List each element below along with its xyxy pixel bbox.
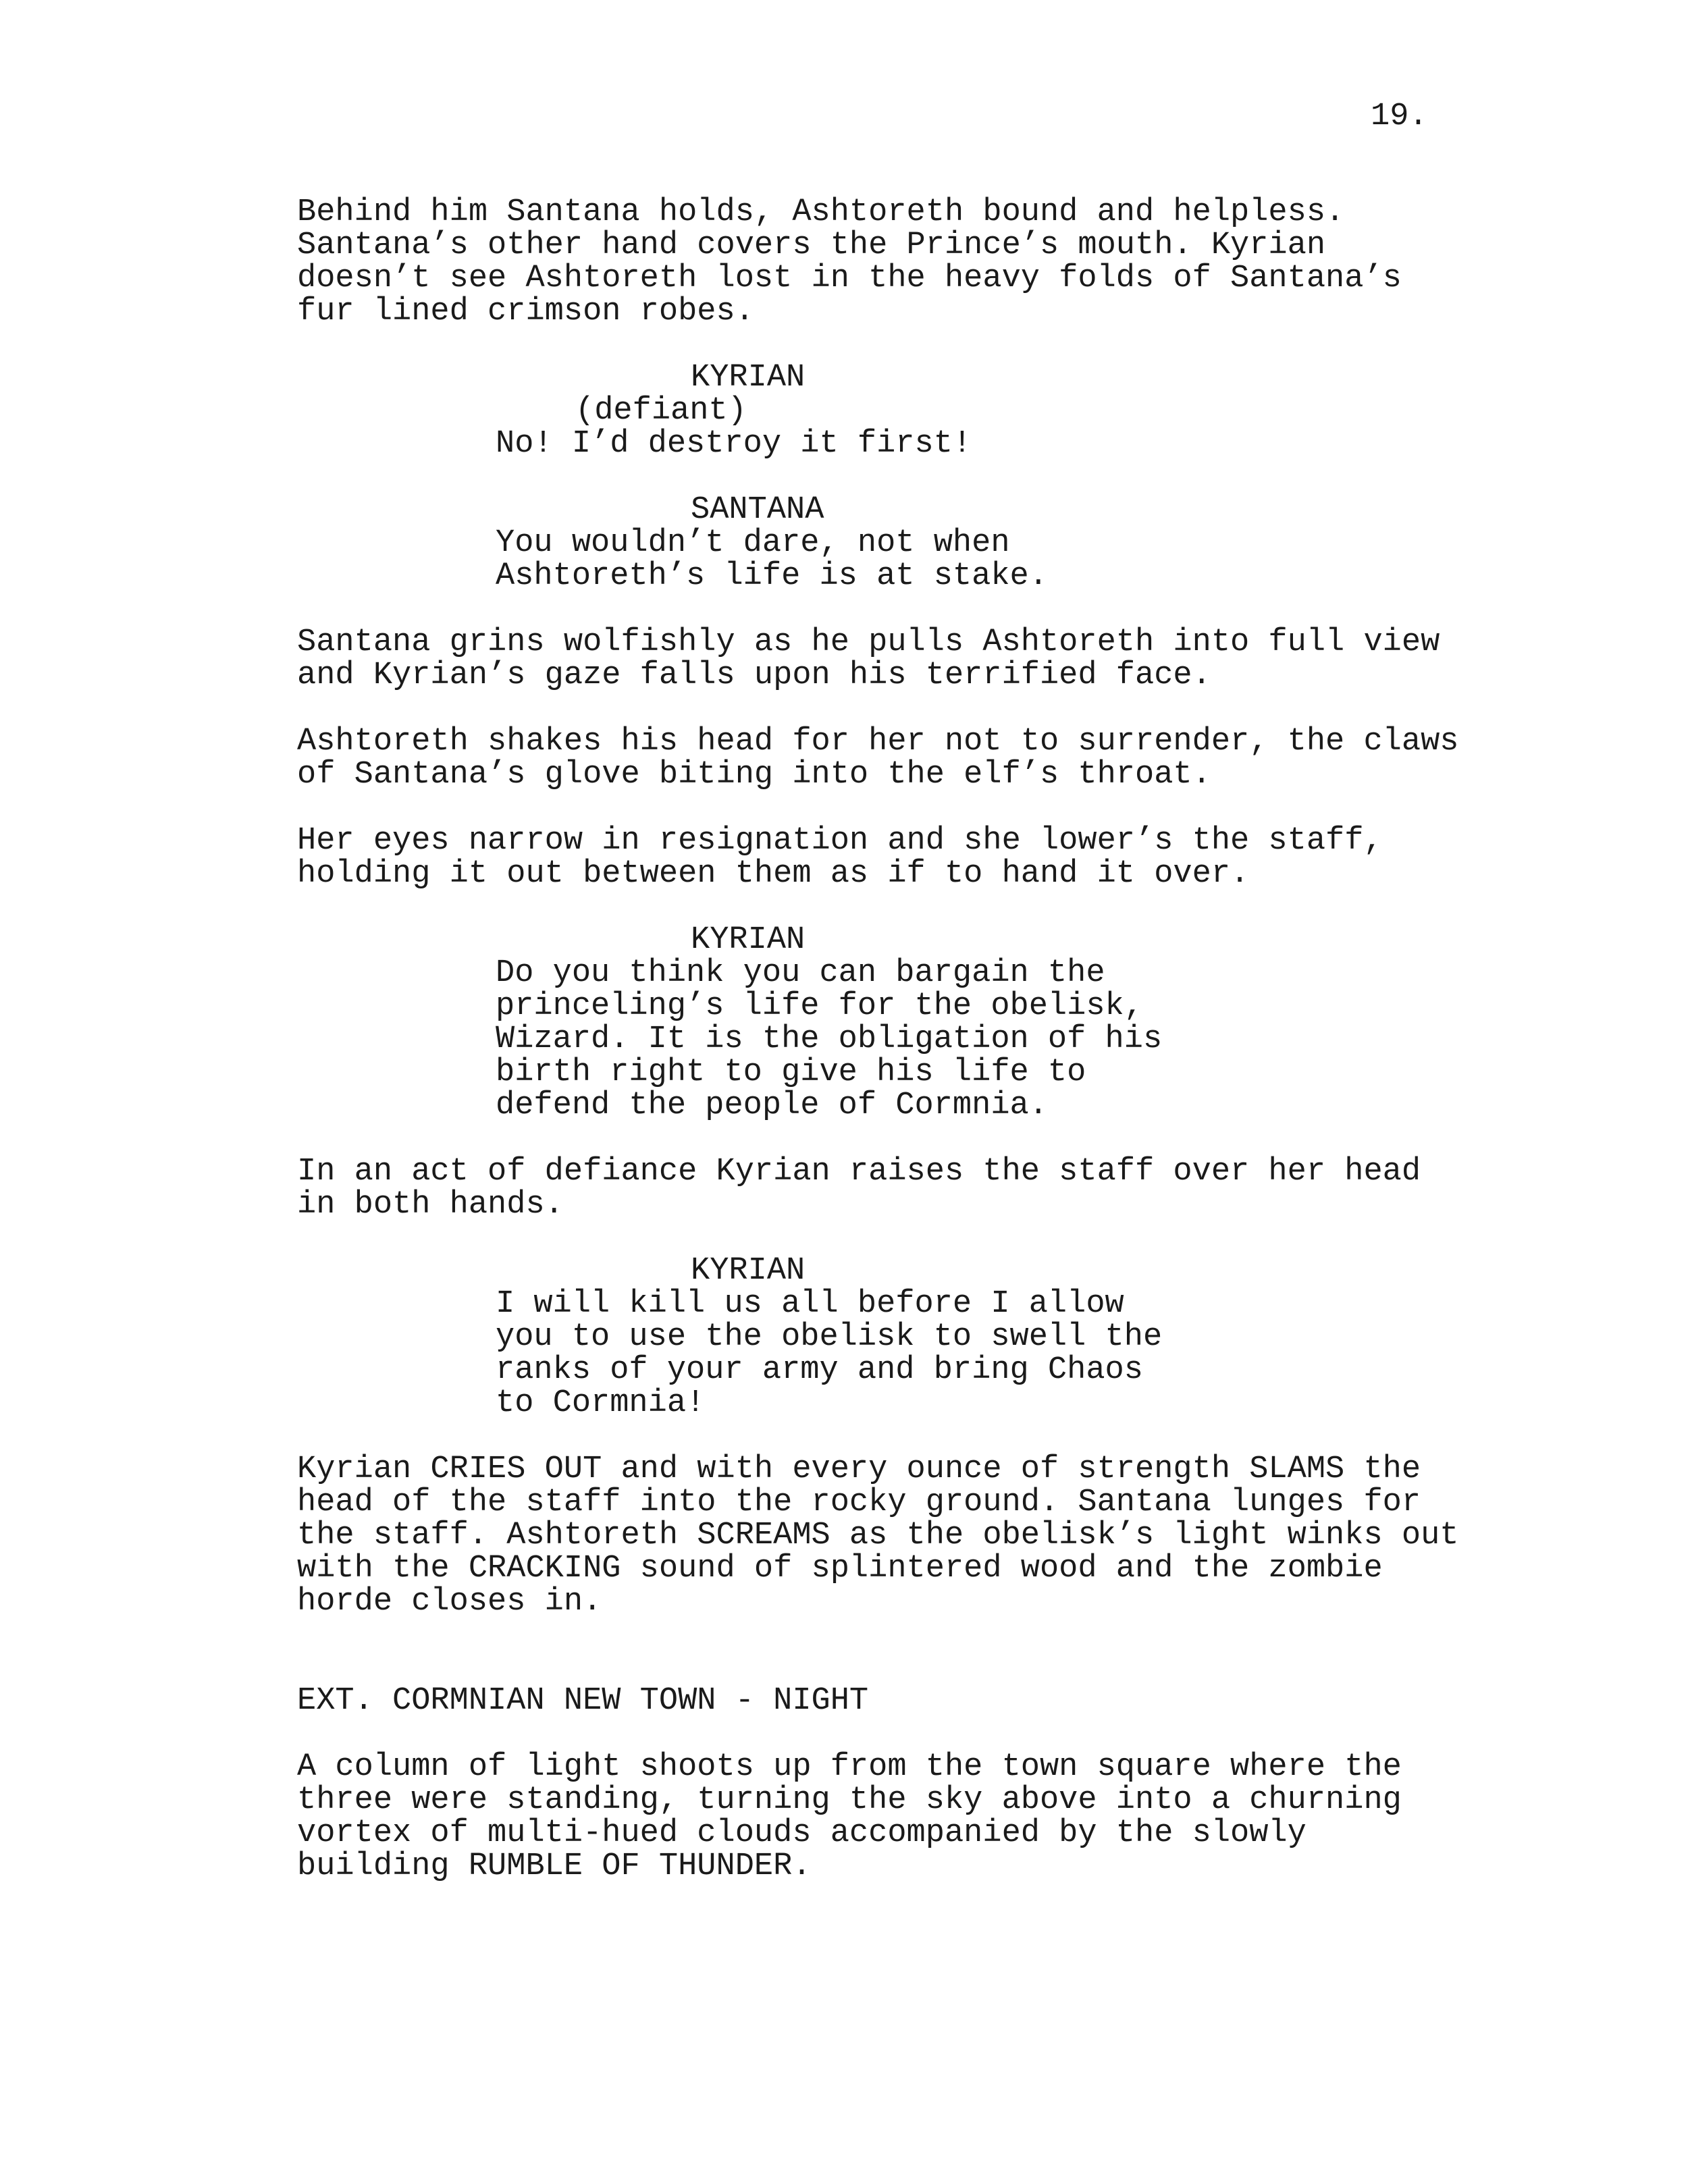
action-line: Behind him Santana holds, Ashtoreth bound and helpless. xyxy=(297,194,1345,230)
scene-heading: EXT. CORMNIAN NEW TOWN - NIGHT xyxy=(297,1683,869,1719)
action-paragraph xyxy=(297,725,1458,791)
action-paragraph xyxy=(297,196,1402,328)
action-line: horde closes in. xyxy=(297,1584,602,1620)
action-line: of Santana’s glove biting into the elf’s throat. xyxy=(297,757,1211,793)
dialogue-line: you to use the obelisk to swell the xyxy=(496,1319,1163,1355)
action-line: holding it out between them as if to hand it over. xyxy=(297,856,1250,892)
character-cue: SANTANA xyxy=(691,492,824,528)
action-paragraph xyxy=(297,1155,1421,1221)
dialogue-line: No! I’d destroy it first! xyxy=(496,426,972,462)
action-line: building RUMBLE OF THUNDER. xyxy=(297,1848,812,1884)
character-cue: KYRIAN xyxy=(691,922,806,958)
parenthetical: (defiant) xyxy=(575,393,747,429)
dialogue xyxy=(496,957,1162,1122)
character-cue: KYRIAN xyxy=(691,360,806,396)
action-line: Ashtoreth shakes his head for her not to surrender, the claws xyxy=(297,724,1459,760)
dialogue-line: You wouldn’t dare, not when xyxy=(496,525,1010,561)
action-paragraph xyxy=(297,626,1440,692)
action-paragraph xyxy=(297,1751,1402,1883)
action-line: A column of light shoots up from the town square where the xyxy=(297,1749,1402,1785)
character-cue: KYRIAN xyxy=(691,1253,806,1289)
dialogue-line: Do you think you can bargain the xyxy=(496,955,1105,991)
dialogue-line: I will kill us all before I allow xyxy=(496,1286,1124,1322)
action-line: in both hands. xyxy=(297,1187,564,1223)
action-line: vortex of multi-hued clouds accompanied by the slowly xyxy=(297,1815,1307,1851)
page-number: 19. xyxy=(1371,99,1428,134)
action-line: three were standing, turning the sky above into a churning xyxy=(297,1782,1402,1818)
dialogue xyxy=(496,427,972,460)
dialogue-line: Wizard. It is the obligation of his xyxy=(496,1021,1163,1057)
action-line: Santana’s other hand covers the Prince’s mouth. Kyrian xyxy=(297,228,1326,263)
dialogue-line: ranks of your army and bring Chaos xyxy=(496,1352,1143,1388)
dialogue-line: to Cormnia! xyxy=(496,1385,706,1421)
action-line: Kyrian CRIES OUT and with every ounce of strength SLAMS the xyxy=(297,1451,1421,1487)
dialogue-line: Ashtoreth’s life is at stake. xyxy=(496,558,1048,594)
dialogue-line: defend the people of Cormnia. xyxy=(496,1088,1048,1123)
action-line: fur lined crimson robes. xyxy=(297,294,754,329)
action-line: head of the staff into the rocky ground. Santana lunges for xyxy=(297,1485,1421,1520)
action-line: with the CRACKING sound of splintered wood and the zombie xyxy=(297,1551,1383,1587)
dialogue xyxy=(496,1287,1162,1420)
dialogue-line: birth right to give his life to xyxy=(496,1055,1086,1090)
action-line: Her eyes narrow in resignation and she lower’s the staff, xyxy=(297,823,1383,859)
dialogue-line: princeling’s life for the obelisk, xyxy=(496,988,1143,1024)
action-line: doesn’t see Ashtoreth lost in the heavy folds of Santana’s xyxy=(297,261,1402,296)
action-paragraph xyxy=(297,1453,1458,1618)
action-line: In an act of defiance Kyrian raises the staff over her head xyxy=(297,1154,1421,1190)
action-line: and Kyrian’s gaze falls upon his terrified face. xyxy=(297,658,1211,693)
action-paragraph xyxy=(297,824,1383,890)
action-line: the staff. Ashtoreth SCREAMS as the obelisk’s light winks out xyxy=(297,1518,1459,1553)
action-line: Santana grins wolfishly as he pulls Ashtoreth into full view xyxy=(297,624,1440,660)
dialogue xyxy=(496,527,1048,593)
